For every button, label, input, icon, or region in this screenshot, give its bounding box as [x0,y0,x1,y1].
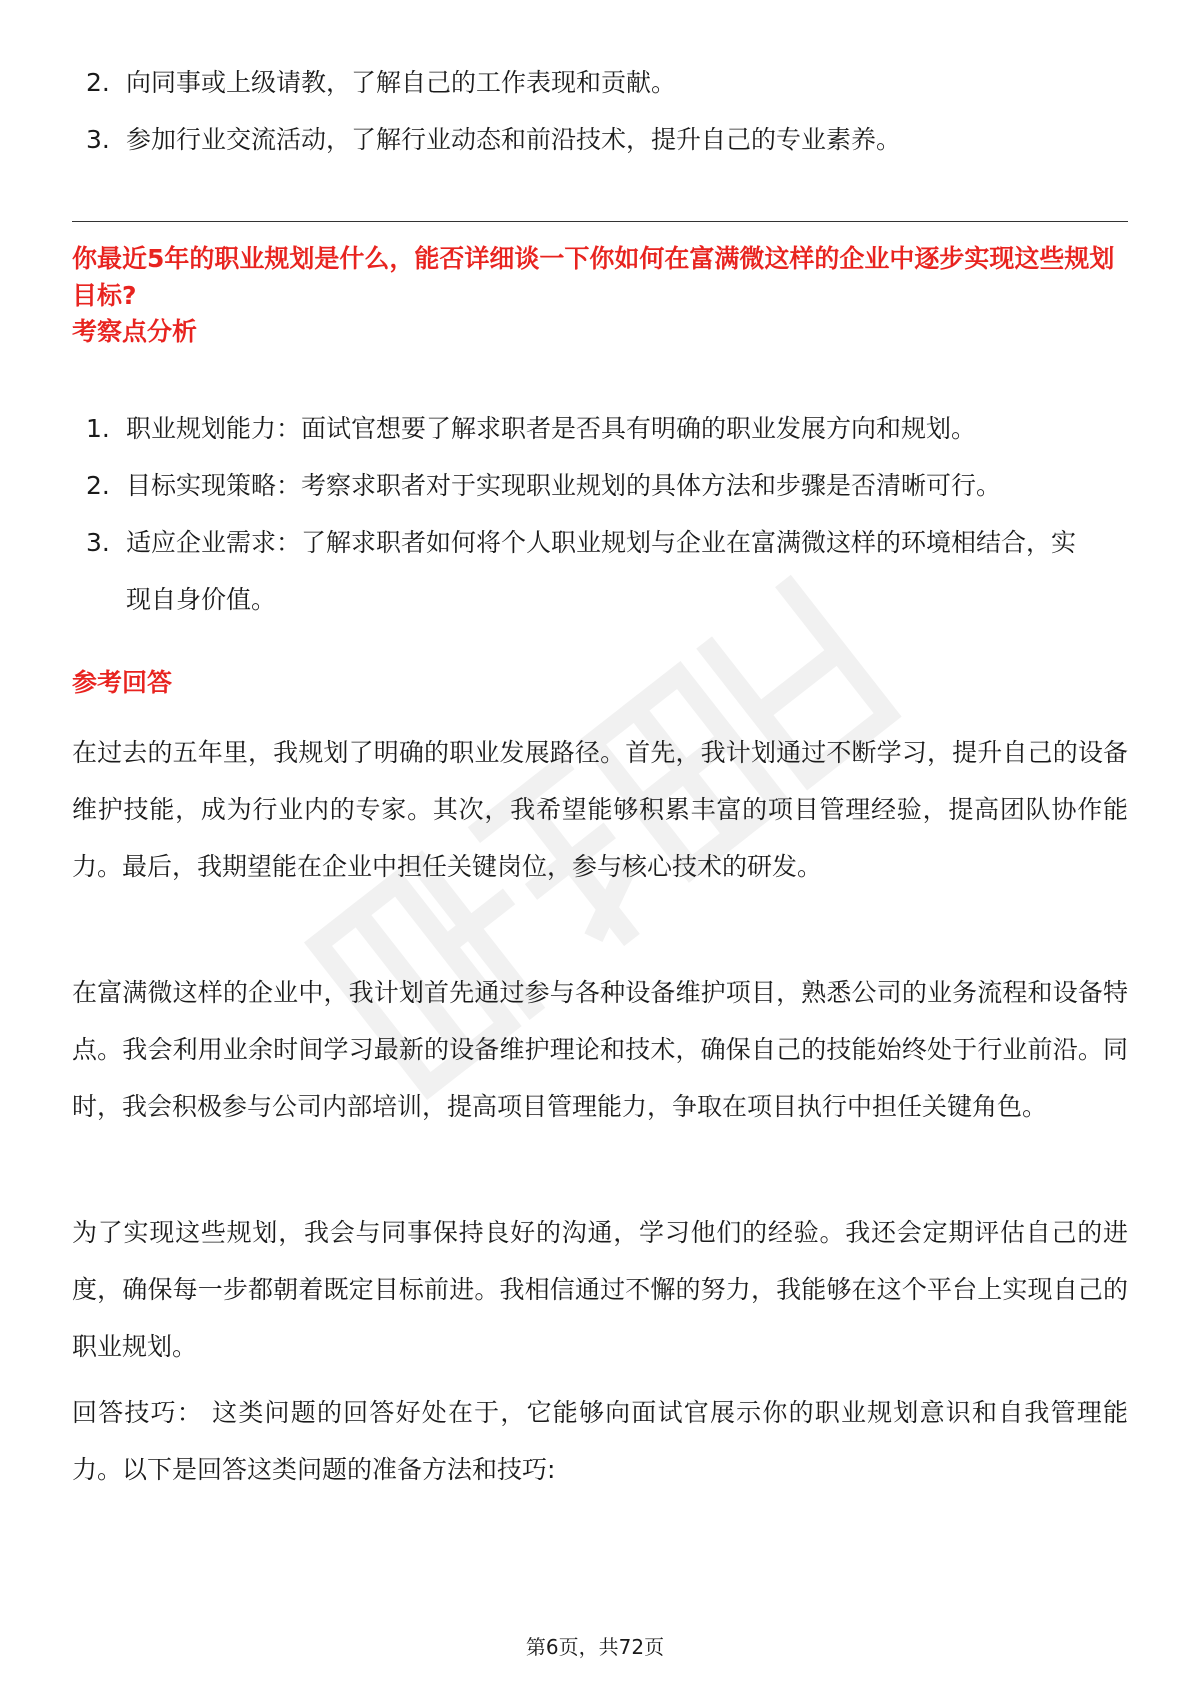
section-divider [72,221,1128,222]
list-number: 1. [86,414,110,443]
list-number: 3. [86,528,110,557]
list-item [72,400,1128,457]
list-item-text: 适应企业需求：了解求职者如何将个人职业规划与企业在富满微这样的环境相结合，实现自身价值。 [126,528,1077,614]
answer-paragraph: 在过去的五年里，我规划了明确的职业发展路径。首先，我计划通过不断学习，提升自己的设备维护技能，成为行业内的专家。其次，我希望能够积累丰富的项目管理经验，提高团队协作能力。最后，我期望能在企业中担任关键岗位，参与核心技术的研发。 [72,738,1128,881]
list-item [72,111,1128,168]
list-item-text: 向同事或上级请教，了解自己的工作表现和贡献。 [126,68,677,97]
list-number: 3. [86,125,110,154]
question-heading: 你最近5年的职业规划是什么，能否详细谈一下你如何在富满微这样的企业中逐步实现这些规划目标? [72,244,1115,310]
answer-paragraph: 为了实现这些规划，我会与同事保持良好的沟通，学习他们的经验。我还会定期评估自己的进度，确保每一步都朝着既定目标前进。我相信通过不懈的努力，我能够在这个平台上实现自己的职业规划。 [72,1218,1128,1361]
list-item [72,457,1128,514]
list-item-text: 目标实现策略：考察求职者对于实现职业规划的具体方法和步骤是否清晰可行。 [126,471,1002,500]
top-ordered-list [72,54,1128,168]
list-number: 2. [86,68,110,97]
answer-heading: 参考回答 [72,668,173,697]
page-footer: 第6页，共72页 [525,1635,665,1659]
list-item [72,54,1128,111]
list-item-text: 职业规划能力：面试官想要了解求职者是否具有明确的职业发展方向和规划。 [126,414,977,443]
list-item [72,514,1128,628]
list-item-text: 参加行业交流活动，了解行业动态和前沿技术，提升自己的专业素养。 [126,125,902,154]
analysis-list [72,400,1128,628]
tips-paragraph: 回答技巧： 这类问题的回答好处在于，它能够向面试官展示你的职业规划意识和自我管理能力。以下是回答这类问题的准备方法和技巧: [72,1398,1128,1484]
analysis-heading: 考察点分析 [72,317,198,346]
list-number: 2. [86,471,110,500]
answer-paragraph: 在富满微这样的企业中，我计划首先通过参与各种设备维护项目，熟悉公司的业务流程和设备特点。我会利用业余时间学习最新的设备维护理论和技术，确保自己的技能始终处于行业前沿。同时，我会积极参与公司内部培训，提高项目管理能力，争取在项目执行中担任关键角色。 [72,978,1128,1121]
